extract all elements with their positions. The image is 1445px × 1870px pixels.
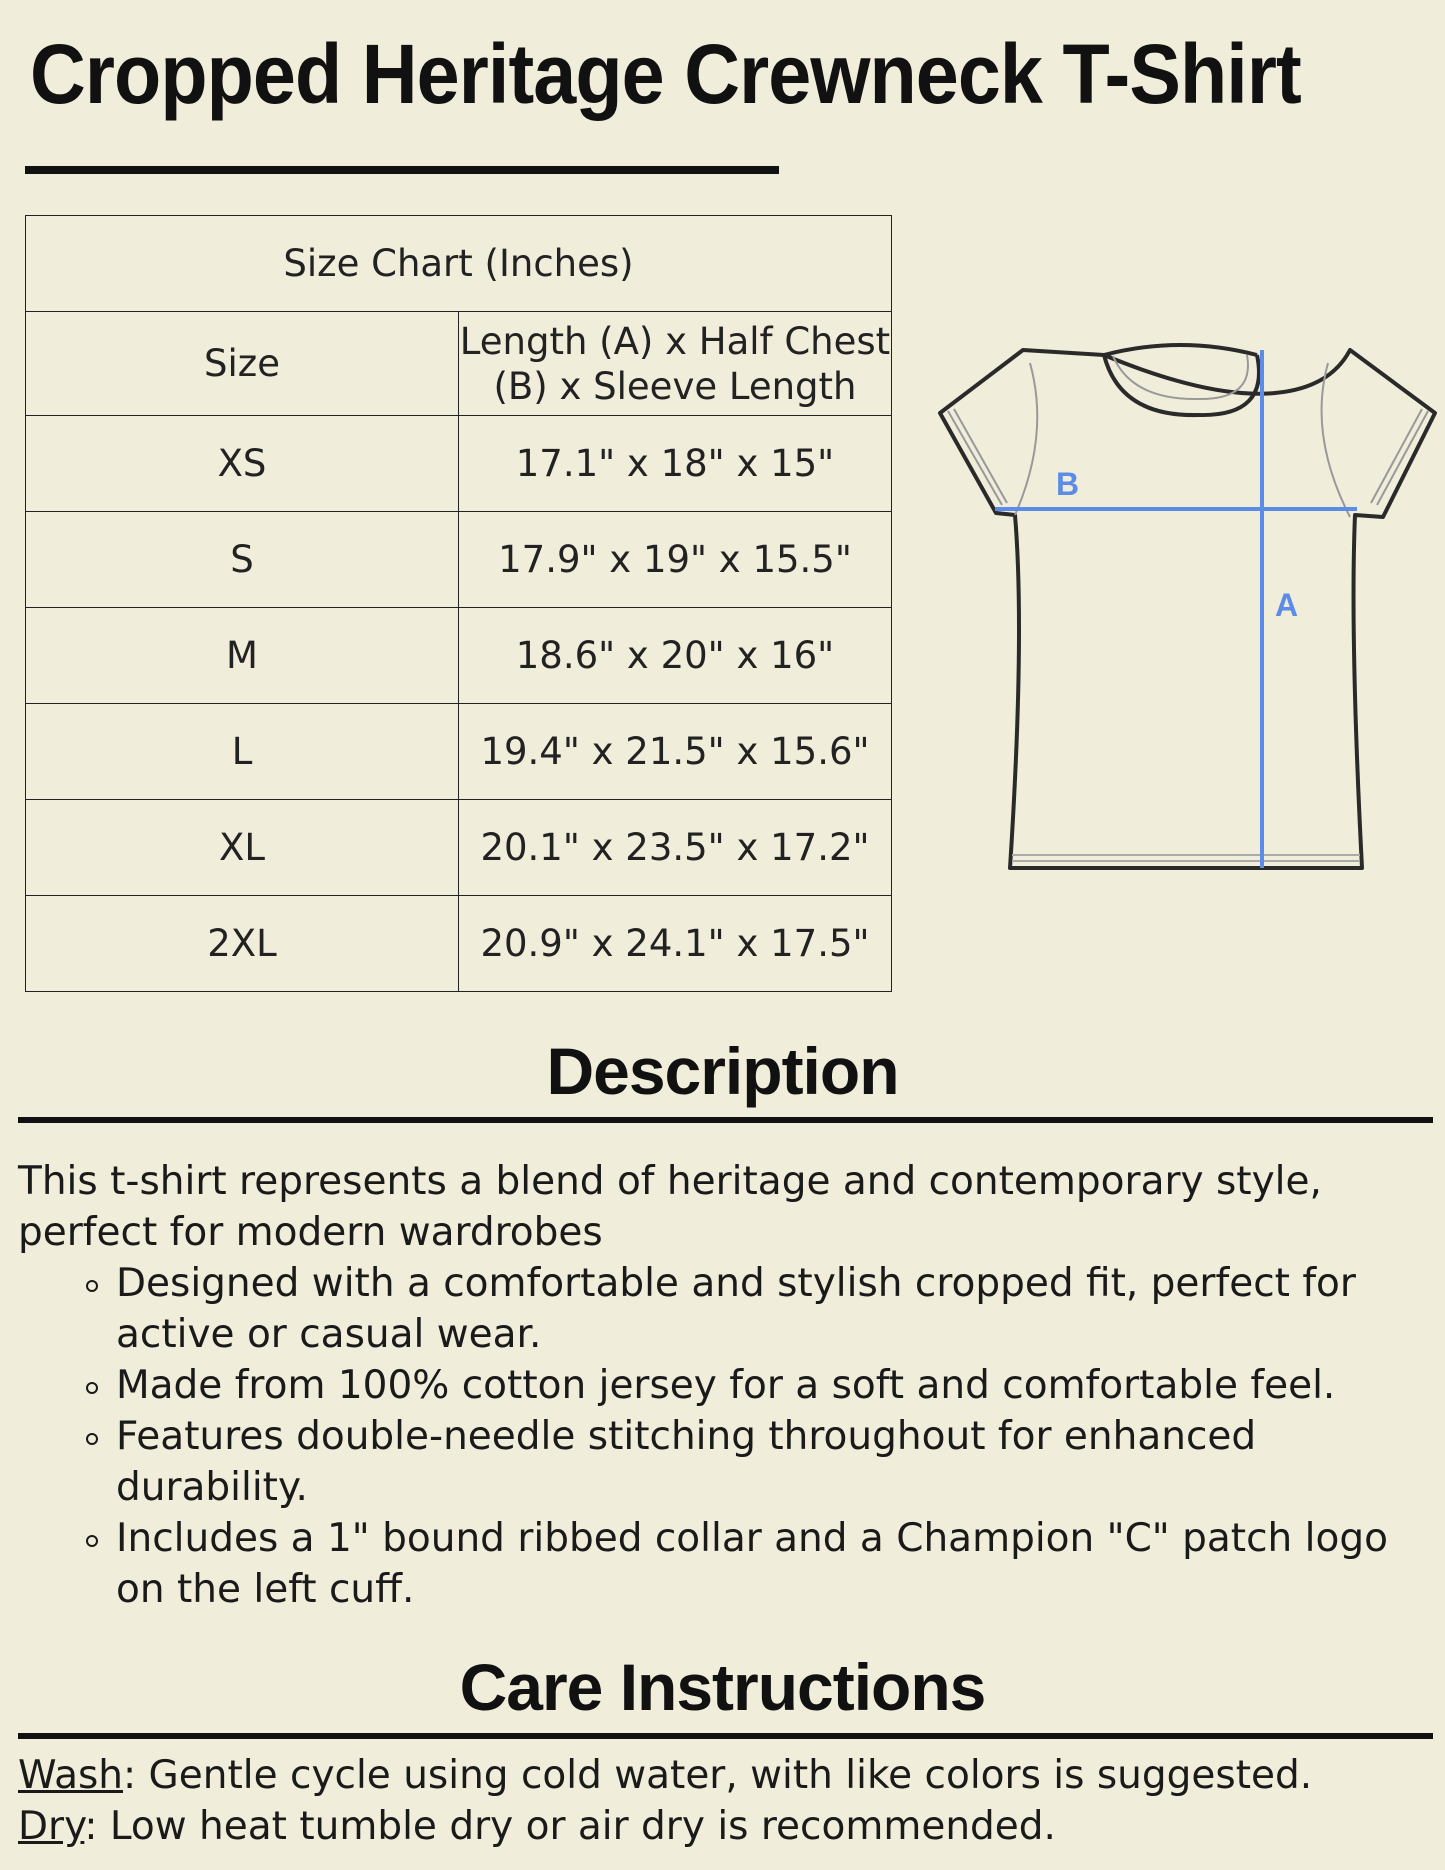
dry-label: Dry [18, 1804, 85, 1849]
left-armhole-seam [1015, 363, 1037, 515]
dimensions-cell: 19.4" x 21.5" x 15.6" [459, 704, 892, 800]
table-row [26, 416, 892, 512]
care-body [18, 1750, 1428, 1852]
size-column-header: Size [26, 312, 459, 416]
list-item: Made from 100% cotton jersey for a soft and comfortable feel. [116, 1360, 1428, 1411]
dimensions-column-header: Length (A) x Half Chest (B) x Sleeve Length [459, 312, 892, 416]
wash-instruction [18, 1750, 1428, 1801]
feature-list [18, 1258, 1428, 1615]
dimensions-cell: 20.1" x 23.5" x 17.2" [459, 800, 892, 896]
left-sleeve-hem [948, 411, 1002, 505]
table-row [26, 512, 892, 608]
table-row [26, 896, 892, 992]
table-row [26, 608, 892, 704]
dry-instruction [18, 1801, 1428, 1852]
description-divider [18, 1117, 1433, 1123]
tshirt-outline [940, 350, 1435, 868]
size-cell: XS [26, 416, 459, 512]
page-title: Cropped Heritage Crewneck T-Shirt [30, 27, 1301, 121]
size-chart-caption-row [26, 216, 892, 312]
wash-text: : Gentle cycle using cold water, with like colors is suggested. [123, 1753, 1313, 1798]
dimensions-cell: 18.6" x 20" x 16" [459, 608, 892, 704]
size-cell: XL [26, 800, 459, 896]
size-cell: 2XL [26, 896, 459, 992]
table-row [26, 800, 892, 896]
size-cell: S [26, 512, 459, 608]
description-heading: Description [546, 1034, 899, 1108]
measure-label-a: A [1275, 587, 1299, 623]
table-row [26, 704, 892, 800]
measure-label-b: B [1056, 466, 1080, 502]
wash-label: Wash [18, 1753, 124, 1798]
dimensions-cell: 20.9" x 24.1" x 17.5" [459, 896, 892, 992]
dry-text: : Low heat tumble dry or air dry is recommended. [84, 1804, 1056, 1849]
size-chart-header-row [26, 312, 892, 416]
care-heading: Care Instructions [459, 1650, 986, 1724]
collar-back [1104, 345, 1257, 355]
list-item: Includes a 1" bound ribbed collar and a Champion "C" patch logo on the left cuff. [116, 1513, 1428, 1615]
tshirt-measurement-diagram [910, 325, 1440, 885]
list-item: Features double-needle stitching throughout for enhanced durability. [116, 1411, 1428, 1513]
description-body [18, 1156, 1428, 1615]
size-cell: M [26, 608, 459, 704]
care-divider [18, 1733, 1433, 1739]
title-divider [25, 166, 779, 174]
right-armhole-seam [1322, 363, 1350, 517]
right-sleeve-hem [1377, 411, 1428, 505]
dimensions-cell: 17.9" x 19" x 15.5" [459, 512, 892, 608]
dimensions-cell: 17.1" x 18" x 15" [459, 416, 892, 512]
list-item: Designed with a comfortable and stylish cropped fit, perfect for active or casual wear. [116, 1258, 1428, 1360]
description-intro: This t-shirt represents a blend of heritage and contemporary style, perfect for modern wardrobes [18, 1159, 1322, 1255]
size-chart-caption: Size Chart (Inches) [26, 216, 892, 312]
size-chart-table [25, 215, 892, 992]
size-cell: L [26, 704, 459, 800]
